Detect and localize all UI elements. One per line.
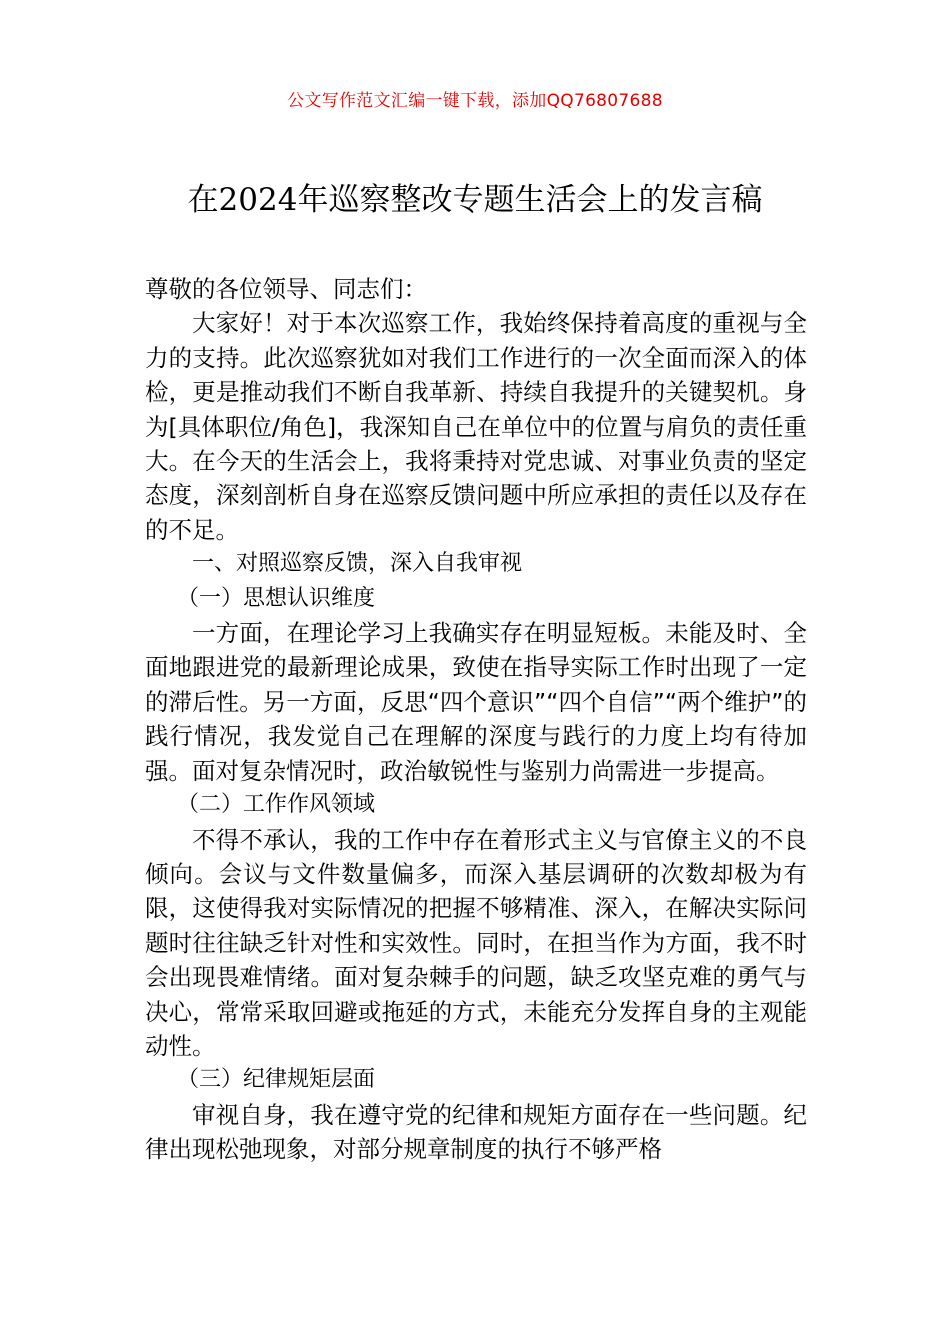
intro-paragraph: 大家好！对于本次巡察工作，我始终保持着高度的重视与全力的支持。此次巡察犹如对我们工作进行的一次全面而深入的体检，更是推动我们不断自我革新、持续自我提升的关键契机。身为[具体职位/角色]，我深知自己在单位中的位置与肩负的责任重大。在今天的生活会上，我将秉持对党忠诚、对事业负责的坚定态度，深刻剖析自身在巡察反馈问题中所应承担的责任以及存在的不足。 — [145, 309, 807, 544]
subsection-paragraph-3: 审视自身，我在遵守党的纪律和规矩方面存在一些问题。纪律出现松弛现象，对部分规章制度的执行不够严格 — [145, 1100, 807, 1164]
subsection-paragraph-1: 一方面，在理论学习上我确实存在明显短板。未能及时、全面地跟进党的最新理论成果，致使在指导实际工作时出现了一定的滞后性。另一方面，反思“四个意识”“四个自信”“两个维护”的践行情况，我发觉自己在理解的深度与践行的力度上均有待加强。面对复杂情况时，政治敏锐性与鉴别力尚需进一步提高。 — [145, 619, 807, 785]
subsection-heading-1: （一）思想认识维度 — [177, 585, 376, 611]
subsection-heading-2: （二）工作作风领域 — [177, 792, 376, 818]
subsection-heading-3: （三）纪律规矩层面 — [177, 1067, 376, 1093]
document-body — [145, 272, 807, 1167]
page-title: 在2024年巡察整改专题生活会上的发言稿 — [187, 182, 763, 218]
subsection-paragraph-2: 不得不承认，我的工作中存在着形式主义与官僚主义的不良倾向。会议与文件数量偏多，而深入基层调研的次数却极为有限，这使得我对实际情况的把握不够精准、深入，在解决实际问题时往往缺乏针对性和实效性。同时，在担当作为方面，我不时会出现畏难情绪。面对复杂棘手的问题，缺乏攻坚克难的勇气与决心，常常采取回避或拖延的方式，未能充分发挥自身的主观能动性。 — [145, 825, 807, 1060]
download-banner[interactable]: 公文写作范文汇编一键下载，添加QQ76807688 — [287, 91, 663, 111]
section-heading-1: 一、对照巡察反馈，深入自我审视 — [192, 551, 523, 577]
salutation: 尊敬的各位领导、同志们： — [145, 275, 427, 303]
